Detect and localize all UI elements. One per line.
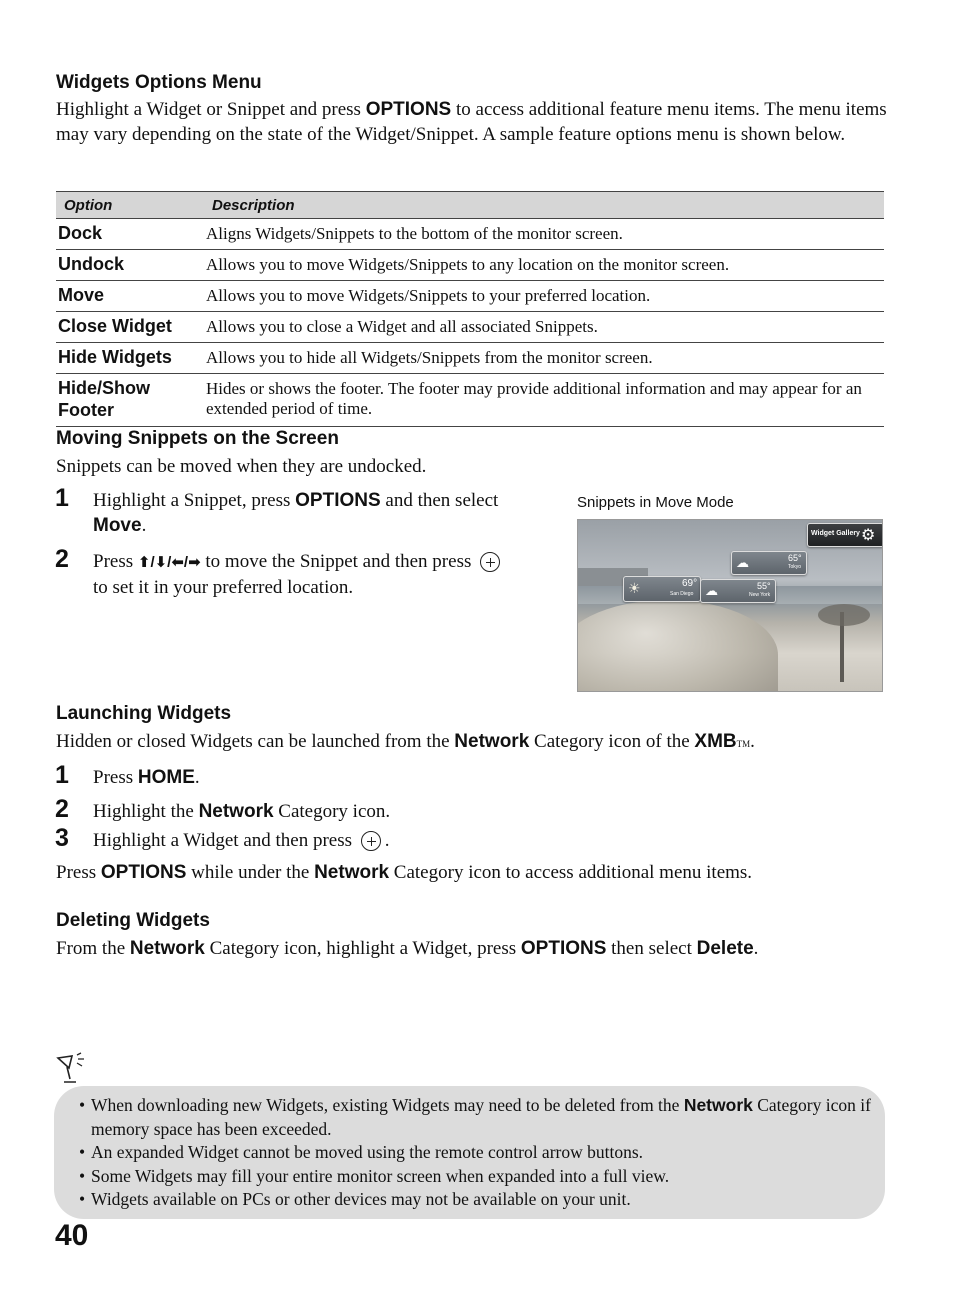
- step-number: 2: [55, 795, 69, 823]
- option-name: Undock: [56, 250, 204, 281]
- intro-text: Category icon of the: [529, 731, 695, 752]
- intro-text: Hidden or closed Widgets can be launched from the: [56, 731, 455, 752]
- list-item: [91, 1094, 885, 1141]
- hint-note-box: [54, 1086, 885, 1219]
- snippet-city: New York: [749, 592, 771, 598]
- list-item: • An expanded Widget cannot be moved using the remote control arrow buttons.: [91, 1141, 885, 1165]
- delete-label: Delete: [696, 938, 754, 959]
- step-text: .: [141, 515, 147, 536]
- step-text: Press: [93, 551, 138, 572]
- figure-caption: Snippets in Move Mode: [577, 494, 734, 511]
- option-name: Move: [56, 281, 204, 312]
- cloud-icon: ☁: [736, 555, 749, 570]
- moving-step-1: [93, 488, 513, 538]
- moving-step-2: [93, 549, 513, 600]
- options-table-header: [56, 192, 884, 219]
- list-item: • Widgets available on PCs or other devices may not be available on your unit.: [91, 1188, 885, 1212]
- page-number: 40: [55, 1219, 89, 1252]
- launching-step-2: [93, 799, 390, 824]
- body-text: Press: [56, 862, 101, 883]
- snippet-city: Tokyo: [788, 564, 802, 570]
- step-number: 3: [55, 824, 69, 852]
- note-text: When downloading new Widgets, existing Widgets may need to be deleted from the: [91, 1095, 684, 1115]
- section-title-moving-snippets: Moving Snippets on the Screen: [56, 428, 339, 449]
- table-row: [56, 281, 884, 312]
- section-title-launching: Launching Widgets: [56, 703, 232, 724]
- option-name: Hide Widgets: [56, 343, 204, 374]
- moving-intro: Snippets can be moved when they are undocked.: [56, 456, 427, 477]
- step-number: 2: [55, 545, 69, 573]
- step-text: .: [384, 830, 390, 851]
- list-item: • Some Widgets may fill your entire monitor screen when expanded into a full view.: [91, 1165, 885, 1189]
- launching-intro: [56, 729, 755, 757]
- palm-fronds: [818, 604, 870, 626]
- network-label: Network: [314, 862, 390, 883]
- snippet-temperature: 65°: [788, 553, 802, 563]
- body-text: .: [753, 938, 759, 959]
- table-row: [56, 250, 884, 281]
- options-key-label: OPTIONS: [295, 490, 381, 511]
- options-key-label: OPTIONS: [100, 862, 187, 883]
- option-name: Dock: [56, 219, 204, 250]
- gear-icon: ⚙: [861, 527, 876, 544]
- option-name: Hide/Show Footer: [56, 374, 204, 427]
- enter-button-icon: [361, 831, 381, 851]
- section-title-deleting: Deleting Widgets: [56, 910, 210, 931]
- note-text: Category icon if memory space has been exceeded.: [91, 1095, 871, 1139]
- option-description: Hides or shows the footer. The footer may provide additional information and may appear for an extended period of time.: [204, 374, 884, 427]
- step-text: to move the Snippet and then press: [200, 551, 477, 572]
- launching-step-3: [93, 828, 390, 853]
- snippet-city: San Diego: [670, 591, 694, 597]
- launching-options-note: [56, 860, 752, 885]
- trademark-mark: TM: [736, 739, 751, 749]
- step-text: Highlight a Snippet, press: [93, 490, 296, 511]
- body-text: Category icon, highlight a Widget, press: [204, 938, 521, 959]
- step-text: Category icon.: [273, 801, 391, 822]
- enter-button-icon: [480, 552, 500, 572]
- step-number: 1: [55, 484, 69, 512]
- section-title-options-menu: Widgets Options Menu: [56, 72, 262, 93]
- table-row: [56, 312, 884, 343]
- move-label: Move: [93, 515, 142, 536]
- home-key-label: HOME: [137, 767, 195, 788]
- option-description: Allows you to move Widgets/Snippets to any location on the monitor screen.: [204, 250, 884, 281]
- options-key-label: OPTIONS: [520, 938, 607, 959]
- snippet-new-york[interactable]: [700, 579, 776, 603]
- snippet-temperature: 69°: [682, 578, 698, 589]
- launching-step-1: [93, 765, 200, 790]
- options-key-label: OPTIONS: [365, 99, 452, 120]
- step-text: .: [194, 767, 200, 788]
- table-row: [56, 219, 884, 250]
- xmb-label: XMB: [694, 731, 737, 752]
- table-row: [56, 374, 884, 427]
- cloud-icon: ☁: [705, 583, 718, 598]
- option-description: Allows you to hide all Widgets/Snippets from the monitor screen.: [204, 343, 884, 374]
- network-label: Network: [198, 801, 274, 822]
- step-text: Press: [93, 767, 138, 788]
- snippet-temperature: 55°: [757, 581, 771, 591]
- sun-icon: ☀: [628, 580, 641, 596]
- options-menu-intro: [56, 97, 891, 147]
- options-table: [56, 191, 884, 427]
- intro-text: Highlight a Widget or Snippet and press: [56, 99, 366, 120]
- step-text: Highlight a Widget and then press: [93, 830, 357, 851]
- table-row: [56, 343, 884, 374]
- widget-gallery-label: Widget Gallery: [811, 530, 860, 537]
- hint-lamp-icon: [55, 1052, 93, 1086]
- step-text: and then select: [380, 490, 499, 511]
- header-option: Option: [56, 192, 204, 219]
- dune: [577, 600, 778, 692]
- body-text: From the: [56, 938, 130, 959]
- body-text: while under the: [186, 862, 315, 883]
- body-text: then select: [606, 938, 697, 959]
- header-description: Description: [204, 192, 884, 219]
- intro-text: .: [750, 731, 755, 752]
- network-label: Network: [129, 938, 205, 959]
- option-name: Close Widget: [56, 312, 204, 343]
- arrow-keys-icon: ⬆/⬇/⬅/➡: [137, 554, 201, 571]
- step-text: Highlight the: [93, 801, 199, 822]
- step-number: 1: [55, 761, 69, 789]
- deleting-text: [56, 936, 758, 961]
- network-label: Network: [683, 1095, 753, 1115]
- body-text: Category icon to access additional menu items.: [389, 862, 753, 883]
- hint-list: [54, 1086, 885, 1212]
- option-description: Aligns Widgets/Snippets to the bottom of the monitor screen.: [204, 219, 884, 250]
- snippet-tokyo[interactable]: [731, 551, 807, 575]
- snippets-move-mode-screenshot: [577, 519, 883, 692]
- option-description: Allows you to close a Widget and all associated Snippets.: [204, 312, 884, 343]
- option-description: Allows you to move Widgets/Snippets to your preferred location.: [204, 281, 884, 312]
- network-label: Network: [454, 731, 530, 752]
- snippet-san-diego[interactable]: [623, 576, 701, 602]
- intro-text: to access additional feature menu items. The menu items may vary depending on the state of the Widget/Snippet. A sample feature options menu is shown below.: [56, 99, 887, 145]
- widget-gallery-button[interactable]: [807, 523, 883, 547]
- step-text: to set it in your preferred location.: [93, 577, 354, 598]
